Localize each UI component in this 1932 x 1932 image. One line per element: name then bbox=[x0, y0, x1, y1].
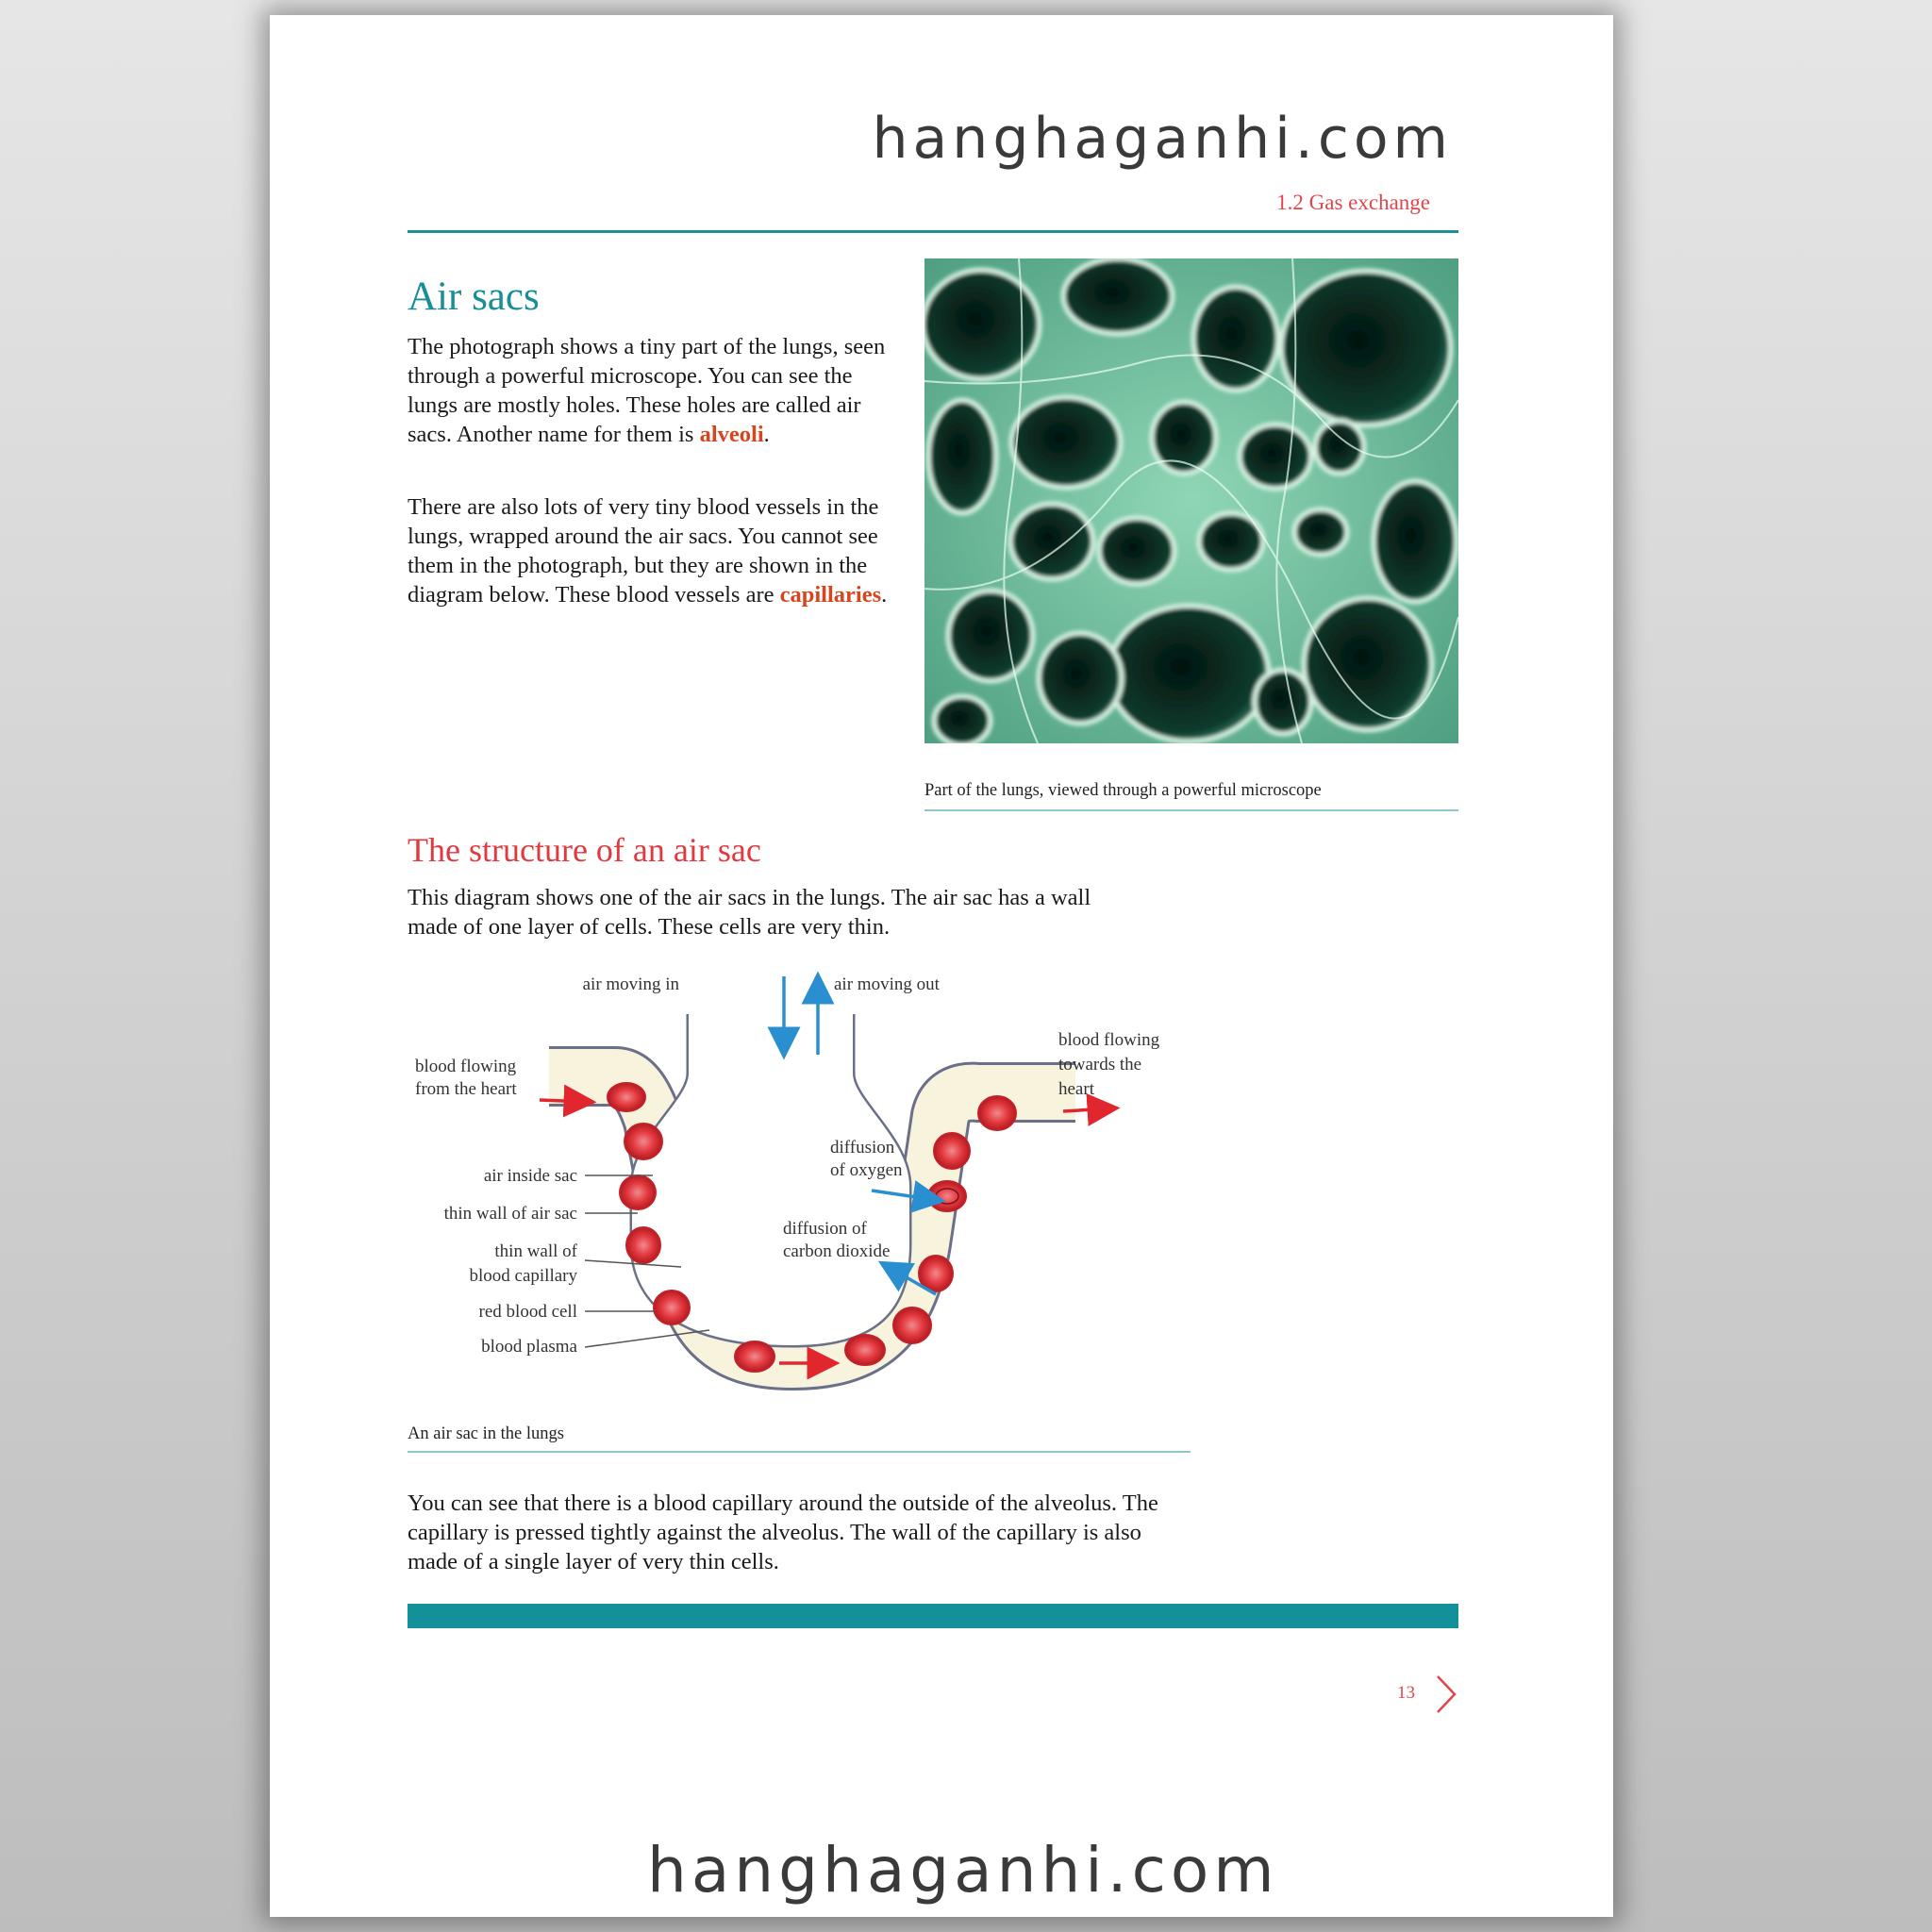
label-diffusion-oxygen-2: of oxygen bbox=[830, 1160, 903, 1180]
label-blood-from-line2: from the heart bbox=[415, 1079, 517, 1099]
chevron-right-icon[interactable] bbox=[1434, 1674, 1458, 1715]
footer-bar bbox=[408, 1604, 1458, 1628]
label-diffusion-oxygen-1: diffusion bbox=[830, 1138, 895, 1158]
microscope-photo bbox=[924, 258, 1458, 743]
label-blood-towards-line2: towards the bbox=[1058, 1055, 1142, 1074]
label-air-moving-in: air moving in bbox=[582, 974, 679, 994]
label-blood-plasma: blood plasma bbox=[481, 1337, 577, 1357]
header-rule bbox=[408, 230, 1458, 233]
label-red-blood-cell: red blood cell bbox=[478, 1302, 577, 1322]
label-thin-wall-air-sac: thin wall of air sac bbox=[443, 1204, 577, 1224]
paragraph-2: There are also lots of very tiny blood vessels in the lungs, wrapped around the air sacs. You cannot see them in the photograph, but they are shown in the diagram below. These blood vessels are capillaries. bbox=[408, 494, 888, 608]
page-number: 13 bbox=[1397, 1683, 1415, 1703]
keyword-capillaries: capillaries bbox=[779, 582, 882, 608]
label-air-inside-sac: air inside sac bbox=[483, 1166, 577, 1186]
label-blood-from-line1: blood flowing bbox=[415, 1057, 517, 1076]
book-page bbox=[270, 15, 1613, 1917]
watermark-bottom: hanghaganhi.com bbox=[647, 1834, 1279, 1907]
heading-air-sacs: Air sacs bbox=[408, 275, 540, 319]
heading-structure: The structure of an air sac bbox=[408, 831, 761, 869]
watermark-top: hanghaganhi.com bbox=[872, 106, 1453, 172]
diagram-caption: An air sac in the lungs bbox=[408, 1424, 564, 1443]
chapter-header: 1.2 Gas exchange bbox=[1276, 191, 1430, 214]
label-diffusion-co2-2: carbon dioxide bbox=[783, 1241, 891, 1261]
label-blood-towards-line1: blood flowing bbox=[1058, 1030, 1160, 1050]
label-blood-towards-line3: heart bbox=[1058, 1079, 1094, 1099]
photo-caption-rule bbox=[924, 809, 1458, 811]
diagram-caption-rule bbox=[408, 1451, 1191, 1453]
label-diffusion-co2-1: diffusion of bbox=[783, 1219, 867, 1239]
label-thin-wall-capillary-1: thin wall of bbox=[494, 1241, 577, 1261]
keyword-alveoli: alveoli bbox=[699, 422, 764, 447]
label-thin-wall-capillary-2: blood capillary bbox=[469, 1266, 577, 1286]
paragraph-3: This diagram shows one of the air sacs in the lungs. The air sac has a wall made of one layer of cells. These cells are very thin. bbox=[408, 885, 1091, 940]
photo-caption: Part of the lungs, viewed through a powerful microscope bbox=[924, 781, 1322, 800]
paragraph-1: The photograph shows a tiny part of the lungs, seen through a powerful microscope. You can see the lungs are mostly holes. These holes are called air sacs. Another name for them is alveoli. bbox=[408, 334, 886, 447]
paragraph-4: You can see that there is a blood capillary around the outside of the alveolus. The capillary is pressed tightly against the alveolus. The wall of the capillary is also made of a single layer of very thin cells. bbox=[408, 1491, 1158, 1574]
air-sac-diagram bbox=[408, 960, 1181, 1394]
label-air-moving-out: air moving out bbox=[834, 974, 940, 994]
